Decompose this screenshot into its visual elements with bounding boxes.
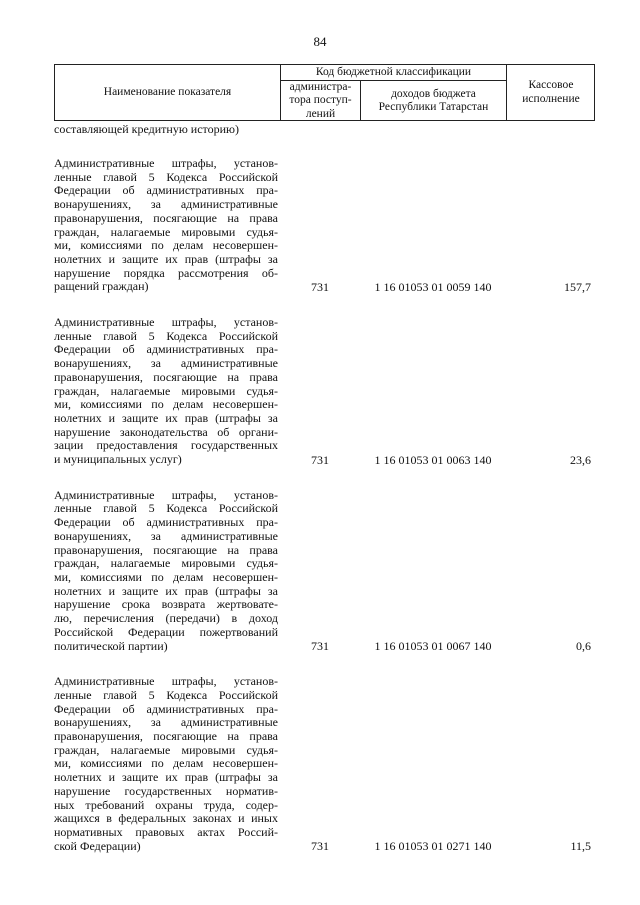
- row-name-line: Административные штрафы, установ-: [54, 156, 278, 170]
- header-amount: [507, 65, 595, 120]
- row-name-line: Административные штрафы, установ-: [54, 487, 278, 502]
- row-name-line: вонарушениях, за административные: [54, 715, 278, 730]
- row-name-line: нолетних и защите их прав (штрафы за: [54, 410, 278, 425]
- row-name-line: граждан, налагаемые мировыми судья-: [54, 383, 278, 398]
- row-amount: 11,5: [570, 839, 591, 854]
- header-admin: [281, 81, 360, 121]
- row-admin: 731: [311, 839, 329, 854]
- row-admin: 731: [311, 639, 329, 654]
- row-name-line: граждан, налагаемые мировыми судья-: [54, 742, 278, 757]
- row-code: 1 16 01053 01 0059 140: [374, 280, 492, 295]
- row-name-line: ской Федерации): [54, 838, 141, 853]
- header-admin-line: лений: [305, 107, 336, 120]
- header-amount-line: исполнение: [522, 92, 580, 105]
- row-name-line: ленные главой 5 Кодекса Российской: [54, 687, 278, 702]
- row-name: [54, 675, 278, 853]
- row-name-line: Административные штрафы, установ-: [54, 674, 278, 689]
- row-name-line: ми, комиссиями по делам несовершен-: [54, 756, 278, 771]
- row-code: 1 16 01053 01 0063 140: [374, 452, 492, 467]
- row-code: 1 16 01053 01 0271 140: [374, 839, 492, 854]
- continuation-text: составляющей кредитную историю): [54, 122, 240, 136]
- row-name-line: ми, комиссиями по делам несовершен-: [54, 238, 278, 253]
- row-name-line: Административные штрафы, установ-: [54, 315, 278, 330]
- row-code: 1 16 01053 01 0067 140: [374, 639, 492, 654]
- row-name-line: вонарушениях, за административные: [54, 356, 278, 371]
- row-name-line: правонарушения, посягающие на права: [54, 210, 278, 225]
- header-income-line: Республики Татарстан: [378, 101, 489, 113]
- table-row: [54, 489, 595, 653]
- table-body: [54, 123, 595, 853]
- row-name-line: граждан, налагаемые мировыми судья-: [54, 556, 278, 571]
- row-name-line: вонарушениях, за административные: [54, 197, 278, 212]
- row-name: [54, 316, 278, 467]
- header-name: Наименование показателя: [103, 85, 232, 98]
- row-name-line: нолетних и защите их прав (штрафы за: [54, 251, 278, 266]
- header-admin-line: администра-: [289, 81, 352, 94]
- header-amount-line: Кассовое: [528, 79, 574, 92]
- row-admin: 731: [311, 280, 329, 295]
- row-name-line: ных требований охраны труда, содер-: [54, 797, 278, 812]
- row-name-line: нарушение государственных норматив-: [54, 783, 278, 798]
- row-name-line: ленные главой 5 Кодекса Российской: [54, 328, 278, 343]
- header-admin-line: тора поступ-: [289, 94, 352, 107]
- row-name-line: и муниципальных услуг): [54, 452, 182, 467]
- row-name-line: ленные главой 5 Кодекса Российской: [54, 501, 278, 516]
- row-name-line: правонарушения, посягающие на права: [54, 369, 278, 384]
- table-header: [54, 64, 595, 121]
- row-name-line: Российской Федерации пожертвований: [54, 624, 278, 639]
- header-code-group: Код бюджетной классификации: [315, 65, 472, 78]
- row-name-line: правонарушения, посягающие на права: [54, 729, 278, 744]
- table-row: [54, 675, 595, 853]
- row-admin: 731: [311, 452, 329, 467]
- row-amount: 157,7: [564, 280, 591, 295]
- row-name-line: нормативных правовых актах Россий-: [54, 824, 278, 839]
- header-income: [361, 81, 506, 121]
- table-row: [54, 316, 595, 467]
- row-name-line: политической партии): [54, 638, 168, 653]
- row-name-line: зации предоставления государственных: [54, 438, 278, 453]
- row-name-line: ми, комиссиями по делам несовершен-: [54, 569, 278, 584]
- row-name-line: нарушение порядка рассмотрения об-: [54, 265, 278, 280]
- row-amount: 23,6: [570, 452, 591, 467]
- row-name-line: граждан, налагаемые мировыми судья-: [54, 224, 278, 239]
- row-name-line: ми, комиссиями по делам несовершен-: [54, 397, 278, 412]
- row-name-line: жащихся в федеральных законах и иных: [54, 811, 278, 826]
- row-name-line: ращений граждан): [54, 279, 149, 294]
- row-name-line: Федерации об административных пра-: [54, 515, 278, 530]
- row-name-line: правонарушения, посягающие на права: [54, 542, 278, 557]
- row-name-line: Федерации об административных пра-: [54, 701, 278, 716]
- row-name-line: нолетних и защите их прав (штрафы за: [54, 583, 278, 598]
- page-number: 84: [313, 34, 327, 49]
- header-income-line: доходов бюджета: [391, 87, 476, 100]
- row-name-line: Федерации об административных пра-: [54, 342, 278, 357]
- row-name-line: ленные главой 5 Кодекса Российской: [54, 169, 278, 184]
- row-amount: 0,6: [576, 639, 591, 654]
- row-name-line: Федерации об административных пра-: [54, 183, 278, 198]
- row-name-line: лю, перечисления (передачи) в доход: [54, 611, 278, 626]
- row-name-line: нарушение срока возврата жертвовате-: [54, 597, 278, 612]
- row-name: [54, 157, 278, 294]
- row-name-line: вонарушениях, за административные: [54, 528, 278, 543]
- row-name-line: нарушение законодательства об органи-: [54, 424, 278, 439]
- table-row: [54, 157, 595, 294]
- row-name-line: нолетних и защите их прав (штрафы за: [54, 770, 278, 785]
- row-name: [54, 489, 278, 653]
